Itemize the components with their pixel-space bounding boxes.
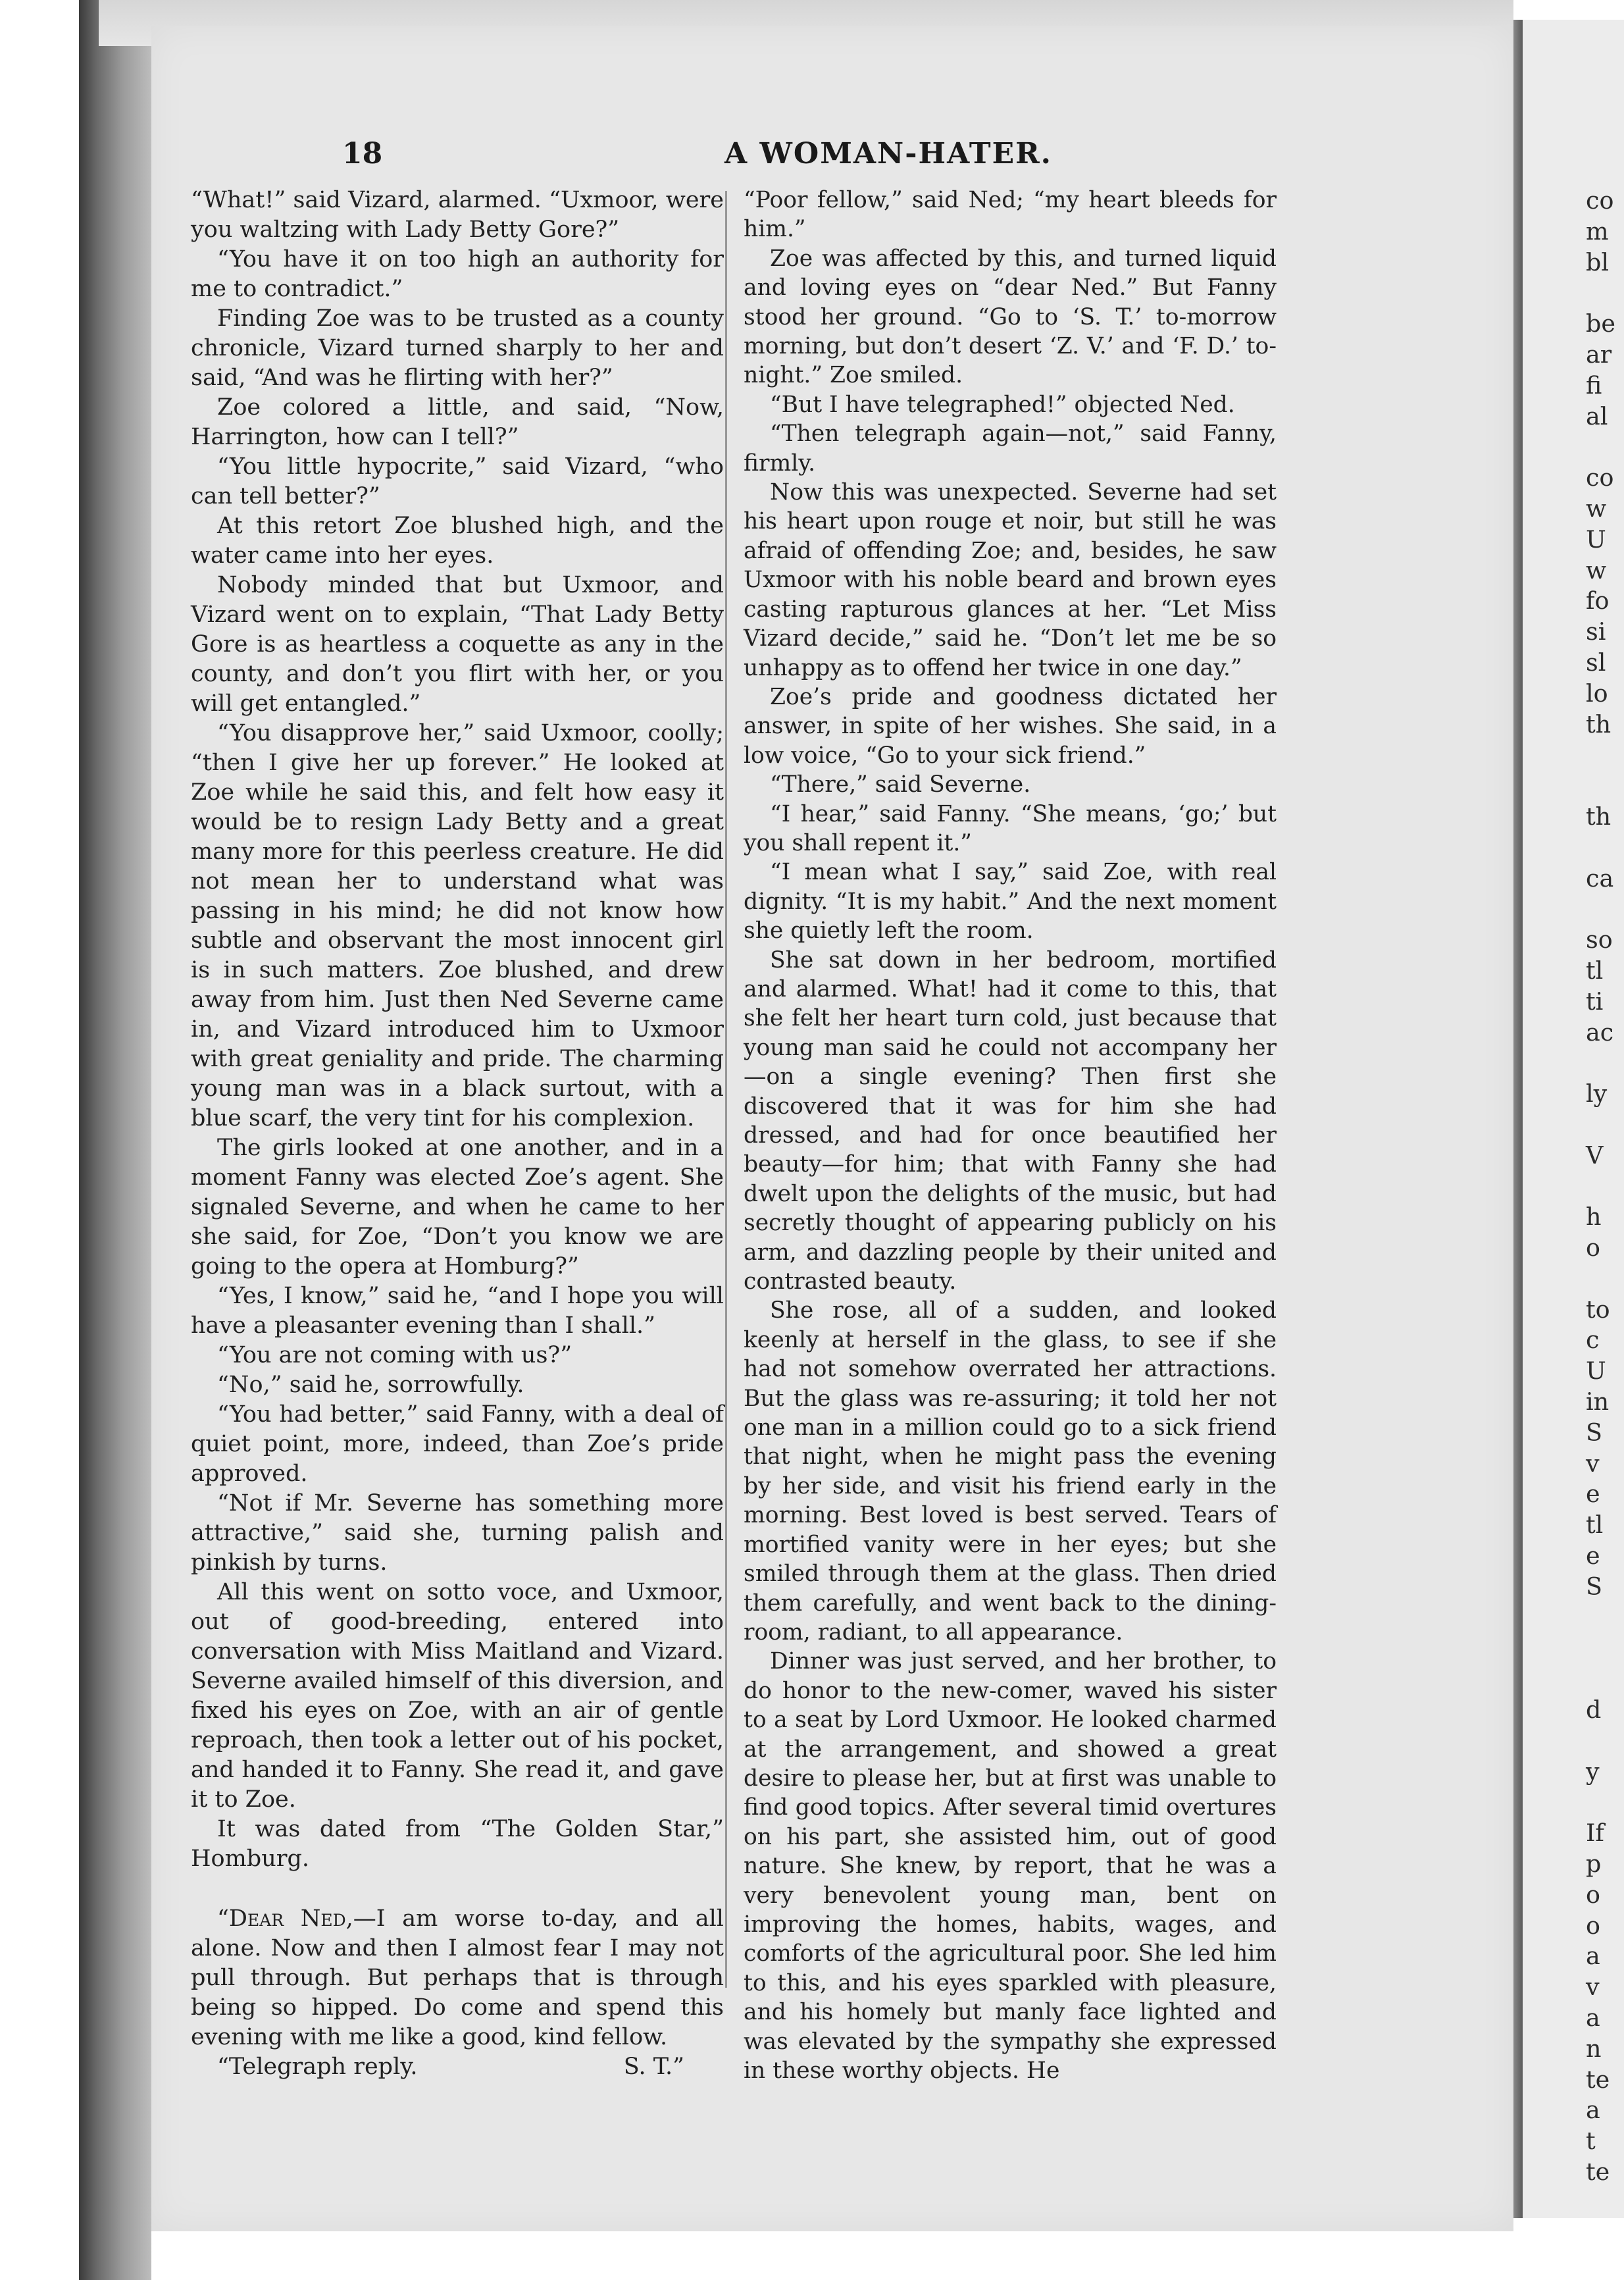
paragraph: “Not if Mr. Severne has something more attractive,” said she, turning palish and pinkish by turns. xyxy=(191,1490,724,1576)
next-page-fragment: al xyxy=(1586,402,1608,430)
next-page-fragment: te xyxy=(1586,2065,1610,2094)
paragraph: “You are not coming with us?” xyxy=(217,1342,572,1368)
next-page-fragment: so xyxy=(1586,925,1613,954)
letter-body xyxy=(191,1904,724,2052)
next-page-fragment: t xyxy=(1586,2127,1596,2156)
next-page-fragment: e xyxy=(1586,1542,1600,1570)
next-page-fragment: si xyxy=(1586,617,1606,646)
next-page-fragment: U xyxy=(1586,1357,1606,1386)
next-page-fragment xyxy=(1586,1603,1624,1634)
next-page-fragment: U xyxy=(1586,525,1606,554)
next-page-fragment: n xyxy=(1586,2034,1602,2063)
next-page-fragment xyxy=(1586,833,1624,864)
letter-signature: S. T.” xyxy=(623,2054,684,2080)
letter-salutation: “Dear Ned, xyxy=(217,1905,353,1932)
next-page-fragment xyxy=(1586,894,1624,925)
paragraph: “Poor fellow,” said Ned; “my heart bleeds for him.” xyxy=(744,187,1277,243)
next-page-fragment: sl xyxy=(1586,648,1606,677)
next-page-fragment: d xyxy=(1586,1696,1602,1724)
paragraph: “You have it on too high an authority for me to contradict.” xyxy=(191,246,724,302)
paragraph: She sat down in her bedroom, mortified and alarmed. What! had it come to this, that she felt her heart turn cold, just because that young man said he could not accompany her—on a single evening? Then first she discovered that it was for him she had dressed, and had for once beautified her beauty—for him; that with Fanny she had dwelt upon the delights of the music, but had secretly thought of appearing publicly on his arm, and dazzling people by their united and contrasted beauty. xyxy=(744,946,1277,1295)
next-page-fragment: v xyxy=(1586,1973,1600,2002)
next-page-fragment: th xyxy=(1586,802,1611,831)
next-page-fragment: ca xyxy=(1586,864,1614,893)
paragraph: Finding Zoe was to be trusted as a county chronicle, Vizard turned sharply to her and said, “And was he flirting with her?” xyxy=(191,305,724,391)
next-page-fragment xyxy=(1586,1787,1624,1818)
next-page-fragment: ti xyxy=(1586,987,1604,1016)
paragraph: “There,” said Severne. xyxy=(770,771,1031,798)
column-divider xyxy=(725,191,727,1988)
paragraph: “You disapprove her,” said Uxmoor, coolly; “then I give her up forever.” He looked at Zoe while he said this, and felt how easy it would be to resign Lady Betty and a great many more for this peerless creature. He did not mean her to understand what was passing in his mind; he did not know how subtle and observant the most innocent girl is in such matters. Zoe blushed, and drew away from him. Just then Ned Severne came in, and Vizard introduced him to Uxmoor with great geniality and pride. The charming young man was in a black surtout, with a blue scarf, the very tint for his complexion. xyxy=(191,720,724,1131)
paragraph: “I hear,” said Fanny. “She means, ‘go;’ but you shall repent it.” xyxy=(744,800,1277,856)
paragraph: “No,” said he, sorrowfully. xyxy=(217,1372,524,1398)
next-page-fragment: S xyxy=(1586,1418,1603,1447)
next-page-fragment xyxy=(1586,1664,1624,1695)
paragraph: Zoe’s pride and goodness dictated her answer, in spite of her wishes. She said, in a low voice, “Go to your sick friend.” xyxy=(744,683,1277,769)
next-page-fragments xyxy=(1586,186,1624,2186)
next-page-fragment xyxy=(1586,771,1624,802)
next-page-fragment: co xyxy=(1586,463,1614,492)
next-page-fragment xyxy=(1586,1264,1624,1295)
paragraph: All this went on sotto voce, and Uxmoor, out of good-breeding, entered into conversation with Miss Maitland and Vizard. Severne availed himself of this diversion, and fixed his eyes on Zoe, with an air of gentle reproach, then took a letter out of his pocket, and handed it to Fanny. She read it, and gave it to Zoe. xyxy=(191,1579,724,1813)
next-page-fragment: ly xyxy=(1586,1079,1608,1108)
next-page-fragment: a xyxy=(1586,1942,1600,1971)
next-page-fragment: If xyxy=(1586,1819,1604,1848)
next-page-fragment: a xyxy=(1586,2004,1600,2033)
next-page-fragment xyxy=(1586,1726,1624,1757)
next-page-fragment: fi xyxy=(1586,371,1602,400)
next-page-fragment: to xyxy=(1586,1295,1610,1324)
running-head xyxy=(342,137,1434,176)
paragraph: Zoe colored a little, and said, “Now, Harrington, how can I tell?” xyxy=(191,394,724,450)
running-title: A WOMAN-HATER. xyxy=(724,137,1052,170)
next-page-fragment: w xyxy=(1586,494,1607,523)
next-page-fragment: v xyxy=(1586,1449,1600,1478)
next-page-fragment xyxy=(1586,1172,1624,1203)
letter-signoff xyxy=(191,2052,724,2082)
next-page-fragment: co xyxy=(1586,186,1614,215)
letter-text: —I am worse to-day, and all alone. Now and then I almost fear I may not pull through. But perhaps that is through being so hipped. Do come and spend this evening with me like a good, kind fellow. xyxy=(191,1905,724,2050)
next-page-fragment: ar xyxy=(1586,340,1612,369)
next-page-fragment: bl xyxy=(1586,247,1610,276)
next-page-fragment: tl xyxy=(1586,956,1604,985)
paragraph: “Yes, I know,” said he, “and I hope you will have a pleasanter evening than I shall.” xyxy=(191,1283,724,1339)
next-page-fragment: V xyxy=(1586,1141,1604,1170)
next-page-fragment: o xyxy=(1586,1233,1600,1262)
right-column xyxy=(744,186,1277,2094)
paragraph: At this retort Zoe blushed high, and the water came into her eyes. xyxy=(191,513,724,569)
next-page-fragment: S xyxy=(1586,1572,1603,1601)
paragraph: It was dated from “The Golden Star,” Homburg. xyxy=(191,1816,724,1872)
next-page-fragment xyxy=(1586,1633,1624,1664)
next-page-fragment xyxy=(1586,432,1624,463)
next-page-fragment: be xyxy=(1586,309,1615,338)
paragraph: “You had better,” said Fanny, with a deal of quiet point, more, indeed, than Zoe’s pride approved. xyxy=(191,1401,724,1487)
scan-binding-edge xyxy=(79,0,151,2280)
next-page-fragment: e xyxy=(1586,1480,1600,1509)
left-column xyxy=(191,186,724,2094)
page-gutter-shadow xyxy=(1513,20,1523,2218)
next-page-fragment: tl xyxy=(1586,1511,1604,1540)
paragraph: Now this was unexpected. Severne had set his heart upon rouge et noir, but still he was afraid of offending Zoe; and, besides, he saw Uxmoor with his noble beard and brown eyes casting rapturous glances at her. “Let Miss Vizard decide,” said he. “Don’t let me be so unhappy as to offend her twice in one day.” xyxy=(744,479,1277,681)
next-page-fragment: o xyxy=(1586,1911,1600,1940)
next-page-fragment: o xyxy=(1586,1880,1600,1909)
next-page-fragment xyxy=(1586,740,1624,771)
next-page-fragment: th xyxy=(1586,710,1611,738)
letter-closing: “Telegraph reply. xyxy=(217,2054,418,2080)
paragraph: She rose, all of a sudden, and looked keenly at herself in the glass, to see if she had not somehow overrated her attractions. But the glass was re-assuring; it told her not one man in a million could go to a sick friend that night, when he might pass the evening by her side, and visit his friend early in the morning. Best loved is best served. Tears of mortified vanity were in her eyes; but she smiled through them at the glass. Then dried them carefully, and went back to the dining-room, radiant, to all appearance. xyxy=(744,1297,1277,1645)
paragraph: Nobody minded that but Uxmoor, and Vizard went on to explain, “That Lady Betty Gore is as heartless a coquette as any in the county, and don’t you flirt with her, or you will get entangled.” xyxy=(191,572,724,717)
paragraph: “You little hypocrite,” said Vizard, “who can tell better?” xyxy=(191,453,724,509)
paragraph: “Then telegraph again—not,” said Fanny, firmly. xyxy=(744,421,1277,477)
next-page-fragment: c xyxy=(1586,1326,1600,1355)
page-number: 18 xyxy=(342,137,383,170)
next-page-fragment xyxy=(1586,1048,1624,1079)
next-page-fragment: in xyxy=(1586,1387,1610,1416)
paragraph: Zoe was affected by this, and turned liquid and loving eyes on “dear Ned.” But Fanny stood her ground. “Go to ‘S. T.’ to-morrow morning, but don’t desert ‘Z. V.’ and ‘F. D.’ to-night.” Zoe smiled. xyxy=(744,245,1277,389)
next-page-fragment xyxy=(1586,1110,1624,1141)
paragraph: The girls looked at one another, and in a moment Fanny was elected Zoe’s agent. She signaled Severne, and when he came to her she said, for Zoe, “Don’t you know we are going to the opera at Homburg?” xyxy=(191,1135,724,1280)
next-page-fragment: te xyxy=(1586,2158,1610,2186)
next-page-fragment: w xyxy=(1586,556,1607,584)
next-page-fragment: h xyxy=(1586,1203,1602,1231)
paragraph: “But I have telegraphed!” objected Ned. xyxy=(770,391,1235,418)
next-page-fragment: ac xyxy=(1586,1018,1614,1047)
next-page-fragment: a xyxy=(1586,2096,1600,2125)
paragraph: “I mean what I say,” said Zoe, with real dignity. “It is my habit.” And the next moment she quietly left the room. xyxy=(744,859,1277,945)
next-page-fragment: p xyxy=(1586,1850,1602,1878)
next-page-fragment xyxy=(1586,278,1624,309)
next-page-fragment: m xyxy=(1586,217,1609,246)
next-page-fragment: y xyxy=(1586,1757,1600,1786)
paragraph: “What!” said Vizard, alarmed. “Uxmoor, were you waltzing with Lady Betty Gore?” xyxy=(191,187,724,243)
next-page-fragment: fo xyxy=(1586,586,1610,615)
next-page-fragment: lo xyxy=(1586,679,1608,708)
paragraph: Dinner was just served, and her brother, to do honor to the new-comer, waved his sister to a seat by Lord Uxmoor. He looked charmed at the arrangement, and showed a great desire to please her, but at first was unable to find good topics. After several timid overtures on his part, she assisted him, out of good nature. She knew, by report, that he was a very benevolent young man, bent on improving the homes, habits, wages, and comforts of the agricultural poor. She led him to this, and his eyes sparkled with pleasure, and his homely but manly face lighted and was elevated by the sympathy she expressed in these worthy objects. He xyxy=(744,1648,1277,2084)
